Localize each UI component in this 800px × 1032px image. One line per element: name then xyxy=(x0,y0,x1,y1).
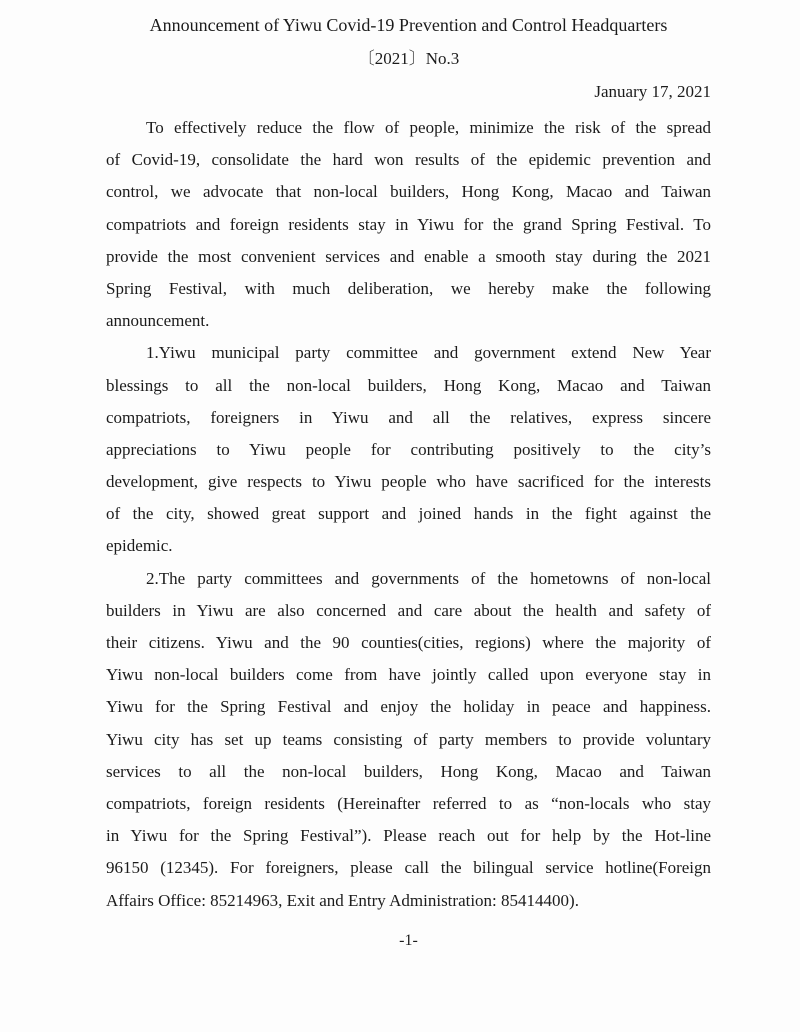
paragraph-line: Affairs Office: 85214963, Exit and Entry Administration: 85414400). xyxy=(106,890,579,910)
page-number: -1- xyxy=(399,931,418,949)
paragraph-line: provide the most convenient services and enable a smooth stay during the 2021 xyxy=(106,246,711,266)
document-header xyxy=(106,8,711,108)
paragraph xyxy=(106,112,711,337)
paragraph-line: compatriots, foreigners in Yiwu and all the relatives, express sincere xyxy=(106,407,711,427)
paragraph-line: 2.The party committees and governments of the hometowns of non-local xyxy=(146,568,711,588)
paragraph-line: of the city, showed great support and joined hands in the fight against the xyxy=(106,504,711,524)
paragraph xyxy=(106,337,711,562)
document-footer xyxy=(106,931,711,951)
document-date: January 17, 2021 xyxy=(594,82,711,101)
paragraph-line: builders in Yiwu are also concerned and care about the health and safety of xyxy=(106,600,711,620)
paragraph-line: Spring Festival, with much deliberation, we hereby make the following xyxy=(106,278,711,298)
paragraph-line: of Covid-19, consolidate the hard won results of the epidemic prevention and xyxy=(106,150,711,170)
paragraph-line: To effectively reduce the flow of people, minimize the risk of the spread xyxy=(146,118,711,137)
paragraph-line: services to all the non-local builders, Hong Kong, Macao and Taiwan xyxy=(106,761,711,781)
paragraph-line: 96150 (12345). For foreigners, please call the bilingual service hotline(Foreign xyxy=(106,858,711,878)
paragraph-line: epidemic. xyxy=(106,536,173,556)
paragraph-line: Yiwu city has set up teams consisting of party members to provide voluntary xyxy=(106,729,711,749)
paragraph-line: compatriots and foreign residents stay in Yiwu for the grand Spring Festival. To xyxy=(106,214,711,234)
document-body xyxy=(106,112,711,917)
paragraph-line: their citizens. Yiwu and the 90 counties(cities, regions) where the majority of xyxy=(106,633,711,652)
paragraph-line: control, we advocate that non-local builders, Hong Kong, Macao and Taiwan xyxy=(106,182,711,202)
paragraph-line: development, give respects to Yiwu people who have sacrificed for the interests xyxy=(106,472,711,492)
paragraph-line: Yiwu for the Spring Festival and enjoy the holiday in peace and happiness. xyxy=(106,697,711,717)
paragraph-line: 1.Yiwu municipal party committee and government extend New Year xyxy=(146,343,711,363)
paragraph-line: appreciations to Yiwu people for contributing positively to the city’s xyxy=(106,439,711,459)
paragraph-line: in Yiwu for the Spring Festival”). Please reach out for help by the Hot-line xyxy=(106,826,711,846)
document-title: Announcement of Yiwu Covid-19 Prevention and Control Headquarters xyxy=(149,15,668,35)
paragraph-line: compatriots, foreign residents (Hereinafter referred to as “non-locals who stay xyxy=(106,793,711,813)
paragraph-line: announcement. xyxy=(106,311,210,331)
paragraph xyxy=(106,563,711,917)
paragraph-line: blessings to all the non-local builders, Hong Kong, Macao and Taiwan xyxy=(106,375,711,395)
document-number: 〔2021〕No.3 xyxy=(357,49,460,68)
paragraph-line: Yiwu non-local builders come from have jointly called upon everyone stay in xyxy=(106,665,711,685)
